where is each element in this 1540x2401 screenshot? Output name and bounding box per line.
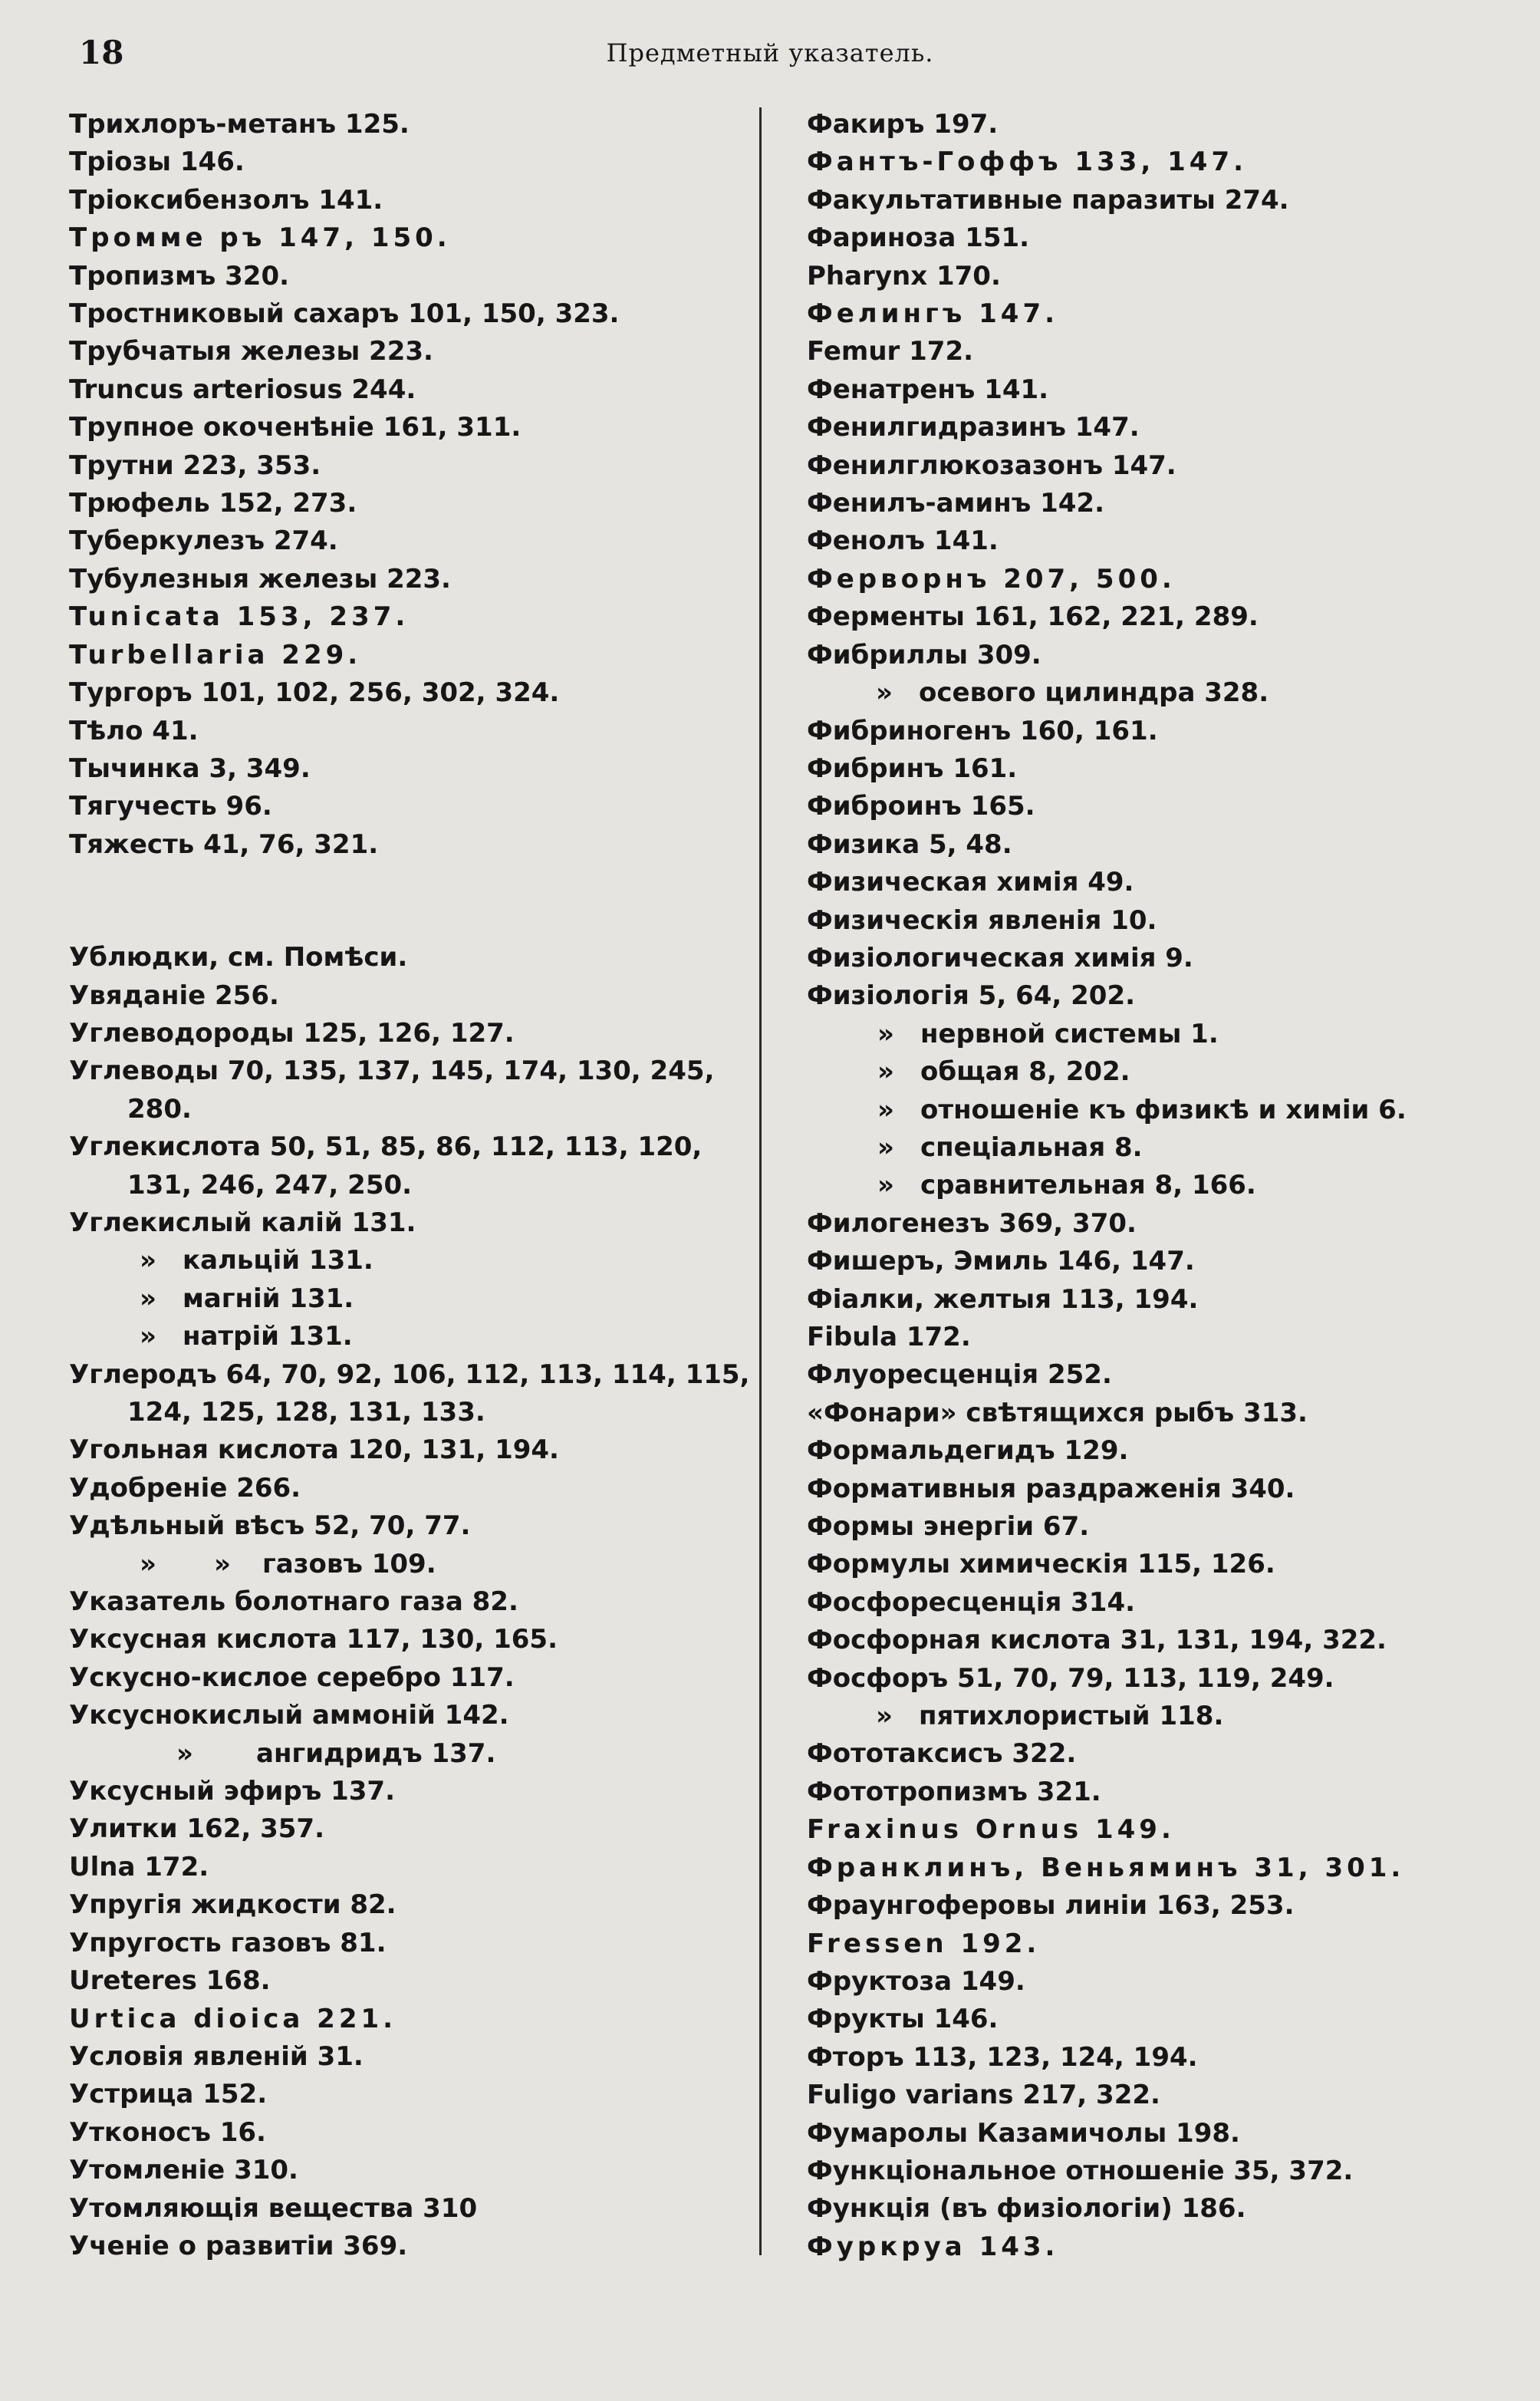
index-entry: Фенилгидразинъ 147. <box>807 412 1140 443</box>
index-entry: Фіалки, желтыя 113, 194. <box>807 1283 1199 1315</box>
index-entry: Фиброинъ 165. <box>807 791 1035 822</box>
subentry-text: пятихлористый 118. <box>919 1701 1224 1732</box>
index-subentry <box>807 1016 1497 1053</box>
index-entry: Факиръ 197. <box>807 109 999 140</box>
index-subentry <box>69 1280 759 1318</box>
index-subentry <box>807 1053 1497 1091</box>
index-entry: Физика 5, 48. <box>807 828 1012 860</box>
index-entry: Ферворнъ 207, 500. <box>807 563 1176 594</box>
index-entry: Фенолъ 141. <box>807 525 999 557</box>
index-entry: Углекислота 50, 51, 85, 86, 112, 113, 120, <box>69 1131 703 1163</box>
index-entry: Фрукты 146. <box>807 2004 999 2035</box>
subentry-text: отношеніе къ физикѣ и химіи 6. <box>920 1094 1407 1125</box>
index-entry: Фумаролы Казамичолы 198. <box>807 2117 1240 2149</box>
subentry-text: спеціальная 8. <box>920 1131 1143 1163</box>
index-entry: Функціональное отношеніе 35, 372. <box>807 2155 1354 2186</box>
index-entry: Ускусно-кислое серебро 117. <box>69 1662 515 1693</box>
index-entry: Тягучесть 96. <box>69 791 272 822</box>
ditto-mark: » <box>140 1283 156 1314</box>
index-entry: Физическая химія 49. <box>807 867 1134 898</box>
index-entry: Угольная кислота 120, 131, 194. <box>69 1434 559 1466</box>
index-entry: Ублюдки, см. Помѣси. <box>69 942 408 973</box>
subentry-text: нервной системы 1. <box>920 1018 1219 1049</box>
index-entry: Тріозы 146. <box>69 147 245 178</box>
ditto-mark: » <box>876 1701 893 1732</box>
subentry-text: ангидридъ 137. <box>256 1737 496 1769</box>
index-entry: Утомленіе 310. <box>69 2155 298 2186</box>
index-entry: Физіологическая химія 9. <box>807 942 1193 973</box>
index-entry: Фототропизмъ 321. <box>807 1776 1101 1807</box>
index-entry: Фосфоръ 51, 70, 79, 113, 119, 249. <box>807 1662 1334 1694</box>
index-entry-continuation: 124, 125, 128, 131, 133. <box>127 1397 485 1428</box>
ditto-mark: » <box>877 1056 894 1088</box>
right-column <box>807 106 1497 2266</box>
index-entry: Формальдегидъ 129. <box>807 1435 1129 1467</box>
index-entry-continuation: 131, 246, 247, 250. <box>127 1169 413 1200</box>
index-entry: Фариноза 151. <box>807 222 1030 254</box>
index-entry: Уксуснокислый аммоній 142. <box>69 1700 509 1731</box>
ditto-mark: » <box>140 1548 156 1579</box>
index-entry: Femur 172. <box>807 336 974 367</box>
ditto-mark: » <box>877 1094 894 1125</box>
index-entry: Удѣльный вѣсъ 52, 70, 77. <box>69 1510 471 1542</box>
column-divider <box>759 107 762 2255</box>
index-entry: Тріоксибензолъ 141. <box>69 184 383 216</box>
running-title: Предметный указатель. <box>606 38 934 68</box>
index-entry: Pharynx 170. <box>807 260 1001 291</box>
index-entry: Tunicata 153, 237. <box>69 601 410 633</box>
index-entry-continuation: 280. <box>127 1093 192 1125</box>
index-entry: Флуоресценція 252. <box>807 1359 1112 1391</box>
index-entry: Тѣло 41. <box>69 715 199 746</box>
index-entry: Туберкулезъ 274. <box>69 525 338 557</box>
ditto-mark: » <box>176 1737 193 1769</box>
section-gap <box>69 864 759 939</box>
page-number: 18 <box>79 34 124 71</box>
index-entry: Удобреніе 266. <box>69 1472 301 1504</box>
index-entry: Ученіе о развитіи 369. <box>69 2230 408 2261</box>
subentry-text: сравнительная 8, 166. <box>920 1170 1256 1201</box>
subentry-text: магній 131. <box>183 1283 354 1314</box>
index-entry: Трюфель 152, 273. <box>69 488 357 519</box>
subentry-text: осевого цилиндра 328. <box>919 677 1269 709</box>
index-entry: Формы энергіи 67. <box>807 1511 1090 1543</box>
index-entry: Фибриллы 309. <box>807 639 1041 670</box>
index-entry: Тропизмъ 320. <box>69 260 290 291</box>
index-entry: Утомляющія вещества 310 <box>69 2192 478 2224</box>
index-entry: Углеводы 70, 135, 137, 145, 174, 130, 245, <box>69 1056 715 1087</box>
index-entry: Fraxinus Ornus 149. <box>807 1814 1175 1846</box>
subentry-text: кальцій 131. <box>183 1245 373 1276</box>
index-entry: Turbellaria 229. <box>69 639 362 670</box>
ditto-mark: » <box>876 677 893 709</box>
index-entry: Филогенезъ 369, 370. <box>807 1207 1137 1239</box>
index-subentry <box>69 1318 759 1355</box>
index-entry: Упругость газовъ 81. <box>69 1927 387 1958</box>
index-entry: Тяжесть 41, 76, 321. <box>69 828 379 860</box>
index-entry: Ферменты 161, 162, 221, 289. <box>807 601 1259 633</box>
index-entry: Fuligo varians 217, 322. <box>807 2080 1160 2111</box>
index-entry: Углеводороды 125, 126, 127. <box>69 1017 515 1049</box>
index-subentry <box>807 1698 1497 1735</box>
index-entry: Фелингъ 147. <box>807 298 1059 330</box>
index-entry: Фенилглюкозазонъ 147. <box>807 450 1176 481</box>
index-entry: Тубулезныя железы 223. <box>69 563 451 594</box>
index-subentry <box>807 1092 1497 1129</box>
index-entry: Фраунгоферовы линіи 163, 253. <box>807 1890 1295 1922</box>
index-subentry <box>807 1129 1497 1167</box>
index-entry: Фуркруа 143. <box>807 2231 1059 2262</box>
left-column <box>69 106 759 2265</box>
index-entry: Фишеръ, Эмиль 146, 147. <box>807 1246 1195 1277</box>
index-entry: Ureteres 168. <box>69 1965 271 1997</box>
index-entry: Тростниковый сахаръ 101, 150, 323. <box>69 298 620 330</box>
ditto-mark: » <box>877 1018 894 1049</box>
index-entry: Тычинка 3, 349. <box>69 753 311 784</box>
index-entry: Тромме ръ 147, 150. <box>69 222 451 254</box>
index-entry: Фантъ-Гоффъ 133, 147. <box>807 147 1248 178</box>
index-entry: Truncus arteriosus 244. <box>69 374 416 405</box>
subentry-text: газовъ 109. <box>262 1548 436 1579</box>
index-entry: Fibula 172. <box>807 1322 971 1352</box>
index-entry: Fressen 192. <box>807 1928 1041 1959</box>
index-entry: Формулы химическія 115, 126. <box>807 1549 1275 1580</box>
index-subentry <box>69 1242 759 1280</box>
index-entry: Упругія жидкости 82. <box>69 1889 397 1921</box>
index-entry: Устрица 152. <box>69 2079 268 2110</box>
index-entry: Функція (въ физіологіи) 186. <box>807 2193 1246 2225</box>
index-entry: Утконосъ 16. <box>69 2116 266 2148</box>
index-entry: Трубчатыя железы 223. <box>69 336 433 367</box>
index-entry: Углекислый калій 131. <box>69 1207 416 1238</box>
index-subentry <box>807 674 1497 712</box>
index-entry: Фторъ 113, 123, 124, 194. <box>807 2041 1198 2073</box>
index-entry: Фосфорная кислота 31, 131, 194, 322. <box>807 1625 1387 1656</box>
page-header <box>0 29 1540 75</box>
index-entry: Фруктоза 149. <box>807 1965 1025 1997</box>
ditto-mark: » <box>140 1245 156 1276</box>
index-entry: Улитки 162, 357. <box>69 1813 324 1845</box>
index-entry: Факультативные паразиты 274. <box>807 184 1289 216</box>
index-entry: Физіологія 5, 64, 202. <box>807 980 1136 1012</box>
index-entry: Формативныя раздраженія 340. <box>807 1473 1295 1504</box>
ditto-mark: » <box>877 1170 894 1201</box>
index-entry: Urtica dioica 221. <box>69 2003 397 2034</box>
index-entry: Увяданіе 256. <box>69 980 279 1011</box>
index-subentry <box>69 1546 759 1583</box>
ditto-mark: » <box>140 1321 156 1352</box>
index-entry: Условія явленій 31. <box>69 2040 364 2072</box>
index-entry: Трихлоръ-метанъ 125. <box>69 109 410 140</box>
index-entry: Углеродъ 64, 70, 92, 106, 112, 113, 114, 115, <box>69 1359 750 1390</box>
index-entry: Фототаксисъ 322. <box>807 1738 1077 1770</box>
index-entry: Трутни 223, 353. <box>69 450 321 481</box>
index-entry: «Фонари» свѣтящихся рыбъ 313. <box>807 1397 1308 1428</box>
subentry-text: общая 8, 202. <box>920 1056 1130 1088</box>
index-entry: Трупное окоченѣніе 161, 311. <box>69 412 522 443</box>
index-entry: Уксусный эфиръ 137. <box>69 1776 395 1807</box>
index-entry: Фибриногенъ 160, 161. <box>807 715 1158 746</box>
index-entry: Фенатренъ 141. <box>807 374 1049 405</box>
ditto-mark: » <box>877 1131 894 1163</box>
index-subentry <box>807 1167 1497 1204</box>
index-entry: Ulna 172. <box>69 1851 209 1882</box>
index-entry: Физическія явленія 10. <box>807 904 1157 936</box>
index-entry: Тургоръ 101, 102, 256, 302, 324. <box>69 677 560 709</box>
index-subentry <box>69 1735 759 1773</box>
index-entry: Фосфоресценція 314. <box>807 1586 1136 1618</box>
index-entry: Указатель болотнаго газа 82. <box>69 1586 518 1618</box>
subentry-text: натрій 131. <box>183 1321 353 1352</box>
index-entry: Уксусная кислота 117, 130, 165. <box>69 1624 558 1655</box>
index-entry: Франклинъ, Веньяминъ 31, 301. <box>807 1852 1405 1883</box>
index-entry: Фибринъ 161. <box>807 753 1018 784</box>
index-entry: Фенилъ-аминъ 142. <box>807 488 1104 519</box>
ditto-mark: » <box>214 1548 231 1579</box>
